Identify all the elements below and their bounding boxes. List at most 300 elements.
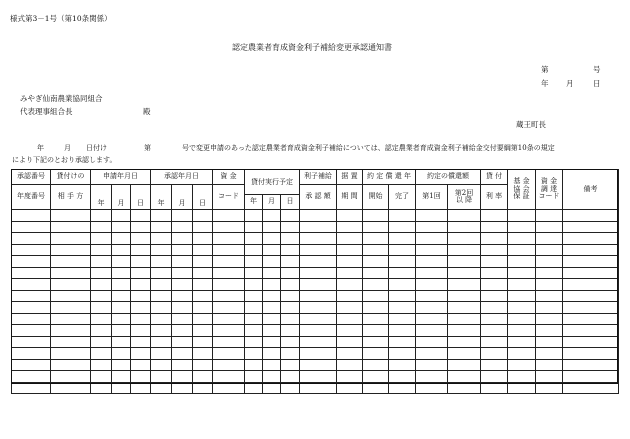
table-cell	[172, 313, 193, 325]
table-cell	[448, 256, 481, 268]
body-month: 月	[64, 144, 71, 152]
table-cell	[563, 371, 619, 383]
table-cell	[300, 233, 337, 245]
table-cell	[536, 290, 563, 302]
table-cell	[245, 371, 263, 383]
table-cell	[213, 336, 245, 348]
table-cell	[172, 210, 193, 222]
table-cell	[91, 290, 112, 302]
table-row	[12, 348, 619, 360]
table-cell	[448, 359, 481, 371]
table-cell	[363, 371, 389, 383]
table-cell	[508, 382, 536, 394]
table-cell	[416, 371, 448, 383]
header-repay-second: 第2回 以 降	[448, 185, 481, 210]
table-cell	[281, 233, 300, 245]
table-cell	[536, 336, 563, 348]
table-cell	[563, 382, 619, 394]
table-cell	[481, 267, 508, 279]
table-cell	[131, 267, 151, 279]
table-cell	[12, 267, 51, 279]
table-cell	[213, 233, 245, 245]
header-plan-year: 年	[245, 195, 263, 210]
table-cell	[481, 256, 508, 268]
table-cell	[416, 210, 448, 222]
table-cell	[337, 382, 363, 394]
table-cell	[245, 267, 263, 279]
table-cell	[448, 221, 481, 233]
table-cell	[389, 244, 416, 256]
date-day: 日	[593, 79, 601, 88]
table-cell	[448, 290, 481, 302]
table-cell	[213, 348, 245, 360]
table-cell	[389, 359, 416, 371]
header-deferral-period: 期 間	[337, 185, 363, 210]
table-cell	[245, 302, 263, 314]
table-cell	[563, 325, 619, 337]
table-cell	[213, 267, 245, 279]
body-date-tsuke: 日付け	[86, 144, 107, 152]
table-cell	[51, 279, 91, 291]
table-cell	[12, 233, 51, 245]
table-cell	[363, 336, 389, 348]
table-cell	[91, 256, 112, 268]
table-row	[12, 313, 619, 325]
table-cell	[536, 233, 563, 245]
table-cell	[536, 210, 563, 222]
recipient-honorific: 殿	[143, 107, 151, 116]
table-cell	[363, 233, 389, 245]
table-cell	[300, 313, 337, 325]
table-cell	[363, 244, 389, 256]
table-cell	[337, 244, 363, 256]
table-cell	[536, 256, 563, 268]
table-cell	[91, 210, 112, 222]
table-cell	[263, 267, 281, 279]
header-application-date: 申請年月日	[91, 170, 151, 185]
header-app-day: 日	[131, 185, 151, 210]
table-cell	[508, 256, 536, 268]
header-loan-rate: 利 率	[481, 185, 508, 210]
table-cell	[263, 382, 281, 394]
table-cell	[263, 371, 281, 383]
table-cell	[389, 267, 416, 279]
table-cell	[51, 302, 91, 314]
table-cell	[536, 382, 563, 394]
header-loan: 貸 付	[481, 170, 508, 185]
header-repayment-amount: 約定の償還額	[416, 170, 481, 185]
table-cell	[416, 256, 448, 268]
table-cell	[112, 302, 131, 314]
table-cell	[263, 336, 281, 348]
table-cell	[112, 221, 131, 233]
table-cell	[508, 359, 536, 371]
table-cell	[481, 325, 508, 337]
table-cell	[337, 348, 363, 360]
table-cell	[389, 382, 416, 394]
table-cell	[51, 382, 91, 394]
table-cell	[193, 267, 213, 279]
table-cell	[172, 302, 193, 314]
table-cell	[363, 267, 389, 279]
header-loan-plan: 貸付実行予定	[245, 170, 300, 195]
table-cell	[281, 302, 300, 314]
table-cell	[213, 244, 245, 256]
table-cell	[12, 382, 51, 394]
table-cell	[151, 302, 172, 314]
table-cell	[172, 244, 193, 256]
header-app-month: 月	[112, 185, 131, 210]
header-plan-day: 日	[281, 195, 300, 210]
table-cell	[172, 382, 193, 394]
table-cell	[151, 210, 172, 222]
table-cell	[12, 244, 51, 256]
header-deferral: 据 置	[337, 170, 363, 185]
table-cell	[263, 302, 281, 314]
header-appr-day: 日	[193, 185, 213, 210]
table-cell	[213, 359, 245, 371]
table-cell	[563, 233, 619, 245]
table-cell	[213, 221, 245, 233]
table-cell	[151, 359, 172, 371]
table-cell	[281, 244, 300, 256]
table-cell	[416, 336, 448, 348]
table-cell	[172, 336, 193, 348]
table-cell	[281, 210, 300, 222]
table-cell	[172, 290, 193, 302]
recipient-representative: 代表理事組合長	[20, 107, 73, 116]
table-cell	[151, 336, 172, 348]
table-cell	[337, 290, 363, 302]
table-cell	[151, 382, 172, 394]
table-cell	[151, 290, 172, 302]
table-cell	[536, 348, 563, 360]
table-cell	[245, 336, 263, 348]
table-cell	[281, 290, 300, 302]
table-cell	[91, 279, 112, 291]
table-cell	[281, 336, 300, 348]
table-cell	[112, 359, 131, 371]
table-cell	[263, 244, 281, 256]
table-cell	[91, 267, 112, 279]
table-cell	[416, 348, 448, 360]
table-cell	[263, 290, 281, 302]
table-cell	[508, 267, 536, 279]
header-interest-amount: 承 認 額	[300, 185, 337, 210]
header-repay-start: 開始	[363, 185, 389, 210]
table-cell	[112, 267, 131, 279]
table-cell	[448, 371, 481, 383]
table-cell	[300, 267, 337, 279]
table-row	[12, 244, 619, 256]
table-cell	[281, 267, 300, 279]
table-cell	[213, 313, 245, 325]
table-cell	[300, 290, 337, 302]
table-cell	[263, 325, 281, 337]
table-cell	[213, 210, 245, 222]
table-cell	[51, 290, 91, 302]
table-cell	[481, 371, 508, 383]
table-cell	[51, 371, 91, 383]
table-cell	[563, 336, 619, 348]
table-cell	[245, 382, 263, 394]
table-row	[12, 359, 619, 371]
table-cell	[481, 302, 508, 314]
table-cell	[193, 256, 213, 268]
table-cell	[245, 325, 263, 337]
table-cell	[508, 336, 536, 348]
table-cell	[563, 244, 619, 256]
table-cell	[51, 210, 91, 222]
body-year: 年	[37, 144, 44, 152]
table-cell	[263, 348, 281, 360]
table-cell	[91, 359, 112, 371]
header-fund-code: コード	[213, 185, 245, 210]
table-cell	[536, 313, 563, 325]
table-cell	[12, 371, 51, 383]
table-cell	[389, 210, 416, 222]
header-repay-end: 完了	[389, 185, 416, 210]
table-cell	[363, 290, 389, 302]
table-cell	[193, 233, 213, 245]
table-row	[12, 382, 619, 394]
table-row	[12, 210, 619, 222]
table-cell	[389, 302, 416, 314]
header-app-year: 年	[91, 185, 112, 210]
table-cell	[245, 221, 263, 233]
table-cell	[389, 221, 416, 233]
table-cell	[172, 256, 193, 268]
table-cell	[563, 290, 619, 302]
table-cell	[213, 371, 245, 383]
table-cell	[193, 210, 213, 222]
table-cell	[151, 267, 172, 279]
table-cell	[245, 290, 263, 302]
table-cell	[245, 256, 263, 268]
table-cell	[245, 359, 263, 371]
table-cell	[91, 244, 112, 256]
table-cell	[448, 244, 481, 256]
table-cell	[263, 279, 281, 291]
table-cell	[172, 279, 193, 291]
table-cell	[389, 279, 416, 291]
table-cell	[112, 290, 131, 302]
table-cell	[51, 313, 91, 325]
approval-table	[11, 169, 619, 394]
table-cell	[563, 302, 619, 314]
table-cell	[416, 290, 448, 302]
table-cell	[448, 210, 481, 222]
table-cell	[151, 256, 172, 268]
header-approval-number: 承認番号	[12, 170, 51, 185]
table-cell	[508, 233, 536, 245]
table-cell	[151, 221, 172, 233]
table-cell	[172, 359, 193, 371]
table-cell	[563, 359, 619, 371]
table-cell	[448, 336, 481, 348]
table-cell	[536, 371, 563, 383]
table-cell	[508, 279, 536, 291]
table-cell	[337, 302, 363, 314]
table-cell	[12, 313, 51, 325]
table-cell	[172, 348, 193, 360]
table-cell	[508, 290, 536, 302]
table-cell	[363, 221, 389, 233]
table-cell	[563, 313, 619, 325]
table-cell	[508, 325, 536, 337]
table-cell	[448, 267, 481, 279]
table-cell	[245, 244, 263, 256]
table-cell	[389, 256, 416, 268]
table-cell	[300, 221, 337, 233]
table-cell	[151, 348, 172, 360]
table-cell	[363, 313, 389, 325]
table-cell	[363, 325, 389, 337]
table-cell	[536, 325, 563, 337]
table-cell	[193, 336, 213, 348]
table-cell	[508, 371, 536, 383]
table-cell	[281, 382, 300, 394]
table-cell	[300, 302, 337, 314]
table-cell	[131, 256, 151, 268]
header-appr-year: 年	[151, 185, 172, 210]
table-row	[12, 233, 619, 245]
table-cell	[300, 279, 337, 291]
table-cell	[12, 256, 51, 268]
table-cell	[112, 371, 131, 383]
table-cell	[481, 279, 508, 291]
table-cell	[300, 348, 337, 360]
table-cell	[263, 210, 281, 222]
table-cell	[563, 279, 619, 291]
table-row	[12, 336, 619, 348]
table-cell	[91, 233, 112, 245]
table-cell	[245, 233, 263, 245]
table-cell	[112, 210, 131, 222]
table-cell	[263, 359, 281, 371]
table-cell	[389, 371, 416, 383]
date-year: 年	[541, 79, 549, 88]
table-cell	[193, 290, 213, 302]
recipient-organization: みやぎ仙南農業協同組合	[20, 94, 103, 103]
table-cell	[416, 382, 448, 394]
table-cell	[193, 359, 213, 371]
table-cell	[193, 302, 213, 314]
table-cell	[300, 359, 337, 371]
table-cell	[172, 267, 193, 279]
table-cell	[112, 279, 131, 291]
table-cell	[245, 279, 263, 291]
table-cell	[91, 325, 112, 337]
table-row	[12, 256, 619, 268]
table-cell	[12, 348, 51, 360]
table-cell	[193, 313, 213, 325]
table-cell	[300, 210, 337, 222]
header-appr-month: 月	[172, 185, 193, 210]
table-cell	[416, 267, 448, 279]
table-cell	[563, 348, 619, 360]
table-cell	[51, 221, 91, 233]
table-cell	[337, 359, 363, 371]
table-cell	[337, 325, 363, 337]
table-cell	[508, 348, 536, 360]
table-cell	[508, 244, 536, 256]
table-cell	[481, 290, 508, 302]
table-cell	[416, 325, 448, 337]
table-cell	[151, 371, 172, 383]
table-cell	[12, 221, 51, 233]
table-cell	[12, 302, 51, 314]
table-cell	[563, 267, 619, 279]
header-remarks: 備考	[563, 170, 619, 210]
table-cell	[51, 244, 91, 256]
table-cell	[281, 359, 300, 371]
table-cell	[51, 359, 91, 371]
table-cell	[245, 210, 263, 222]
table-cell	[337, 210, 363, 222]
table-cell	[300, 382, 337, 394]
header-guarantee: 基 金 協 会 保 証	[508, 170, 536, 210]
table-cell	[131, 244, 151, 256]
table-cell	[281, 325, 300, 337]
table-cell	[131, 325, 151, 337]
table-cell	[91, 348, 112, 360]
table-cell	[508, 302, 536, 314]
table-cell	[281, 313, 300, 325]
table-row	[12, 221, 619, 233]
table-cell	[263, 313, 281, 325]
table-cell	[151, 233, 172, 245]
header-repayment-period: 約 定 償 還 年	[363, 170, 416, 185]
table-cell	[213, 256, 245, 268]
table-cell	[508, 210, 536, 222]
table-cell	[91, 302, 112, 314]
header-interest-subsidy: 利子補給	[300, 170, 337, 185]
table-cell	[563, 221, 619, 233]
table-row	[12, 279, 619, 291]
table-cell	[481, 348, 508, 360]
table-row	[12, 290, 619, 302]
table-cell	[213, 382, 245, 394]
table-cell	[337, 256, 363, 268]
table-cell	[416, 244, 448, 256]
table-cell	[151, 313, 172, 325]
header-fund: 資 金	[213, 170, 245, 185]
doc-number-dai: 第	[541, 65, 549, 74]
table-cell	[131, 371, 151, 383]
table-cell	[51, 233, 91, 245]
table-cell	[363, 279, 389, 291]
table-cell	[337, 221, 363, 233]
table-cell	[536, 244, 563, 256]
table-row	[12, 371, 619, 383]
body-dai: 第	[144, 144, 151, 152]
table-cell	[131, 336, 151, 348]
table-cell	[563, 210, 619, 222]
table-cell	[281, 256, 300, 268]
document-title: 認定農業者育成資金利子補給変更承認通知書	[232, 43, 392, 52]
table-cell	[363, 359, 389, 371]
table-cell	[281, 221, 300, 233]
table-cell	[448, 313, 481, 325]
table-cell	[363, 302, 389, 314]
table-cell	[448, 302, 481, 314]
table-cell	[193, 348, 213, 360]
table-cell	[363, 348, 389, 360]
table-cell	[51, 267, 91, 279]
table-cell	[281, 371, 300, 383]
table-cell	[172, 233, 193, 245]
